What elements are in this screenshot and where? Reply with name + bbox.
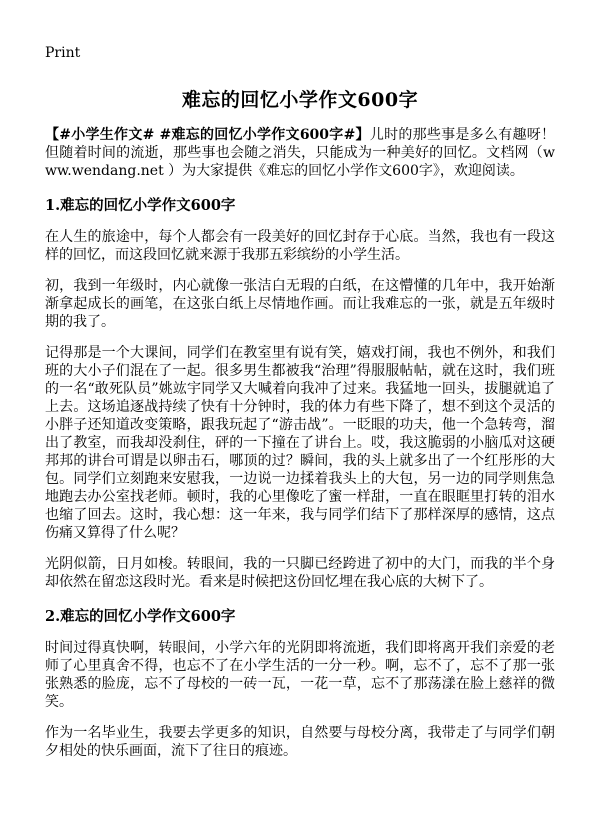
section-1-heading: 1.难忘的回忆小学作文600字 [45,197,236,214]
page-title: 难忘的回忆小学作文600字 [181,89,419,111]
section-1-paragraph-3: 记得那是一个大课间，同学们在教室里有说有笑，嬉戏打闹，我也不例外，和我们班的大小子们混在了一起。很多男生都被我“治理”得服服帖帖，就在这时，我们班的一名“敢死队员”姚竑宇同学又大喊着向我冲了过来。我猛地一回头，拔腿就追了上去。这场追逐战持续了快有十分钟时，我的体力有些下降了，想不到这个灵活的小胖子还知道改变策略，跟我玩起了“游击战”。一眨眼的功夫，他一个急转弯，溜出了教室，而我却没刹住，砰的一下撞在了讲台上。哎，我这脆弱的小脑瓜对这硬邦邦的讲台可谓是以卵击石，哪顶的过？瞬间，我的头上就多出了一个红彤彤的大包。同学们立刻跑来安慰我，一边说一边揉着我头上的大包，另一边的同学则焦急地跑去办公室找老师。顿时，我的心里像吃了蜜一样甜，一直在眼眶里打转的泪水也缩了回去。这时，我心想：这一年来，我与同学们结下了那样深厚的感情，这点伤痛又算得了什么呢？ [45,345,555,541]
intro-paragraph [45,126,555,180]
section-2-heading: 2.难忘的回忆小学作文600字 [45,608,236,625]
section-2-paragraph-1: 时间过得真快啊，转眼间，小学六年的光阴即将流逝，我们即将离开我们亲爱的老师了心里真舍不得，也忘不了在小学生活的一分一秒。啊，忘不了，忘不了那一张张熟悉的脸庞，忘不了母校的一砖一瓦，一花一草，忘不了那荡漾在脸上慈祥的微笑。 [45,640,555,710]
intro-text: 儿时的那些事是多么有趣呀！但随着时间的流逝，那些事也会随之消失，只能成为一种美好的回忆。文档网（www.wendang.net ）为大家提供《难忘的回忆小学作文600字》，欢迎阅读。 [45,127,555,179]
print-button[interactable]: Print [45,45,81,61]
intro-tag: 【#小学生作文# #难忘的回忆小学作文600字#】 [45,127,370,143]
section-1-paragraph-2: 初，我到一年级时，内心就像一张洁白无瑕的白纸，在这懵懂的几年中，我开始渐渐拿起成长的画笔，在这张白纸上尽情地作画。而让我难忘的一张，就是五年级时期的我了。 [45,278,555,330]
section-2-paragraph-2: 作为一名毕业生，我要去学更多的知识，自然要与母校分离，我带走了与同学们朝夕相处的快乐画面，流下了往日的痕迹。 [45,725,555,759]
section-1-paragraph-4: 光阴似箭，日月如梭。转眼间，我的一只脚已经跨进了初中的大门，而我的半个身却依然在留恋这段时光。看来是时候把这份回忆埋在我心底的大树下了。 [45,556,555,590]
section-1-paragraph-1: 在人生的旅途中，每个人都会有一段美好的回忆封存于心底。当然，我也有一段这样的回忆，而这段回忆就来源于我那五彩缤纷的小学生活。 [45,229,555,263]
